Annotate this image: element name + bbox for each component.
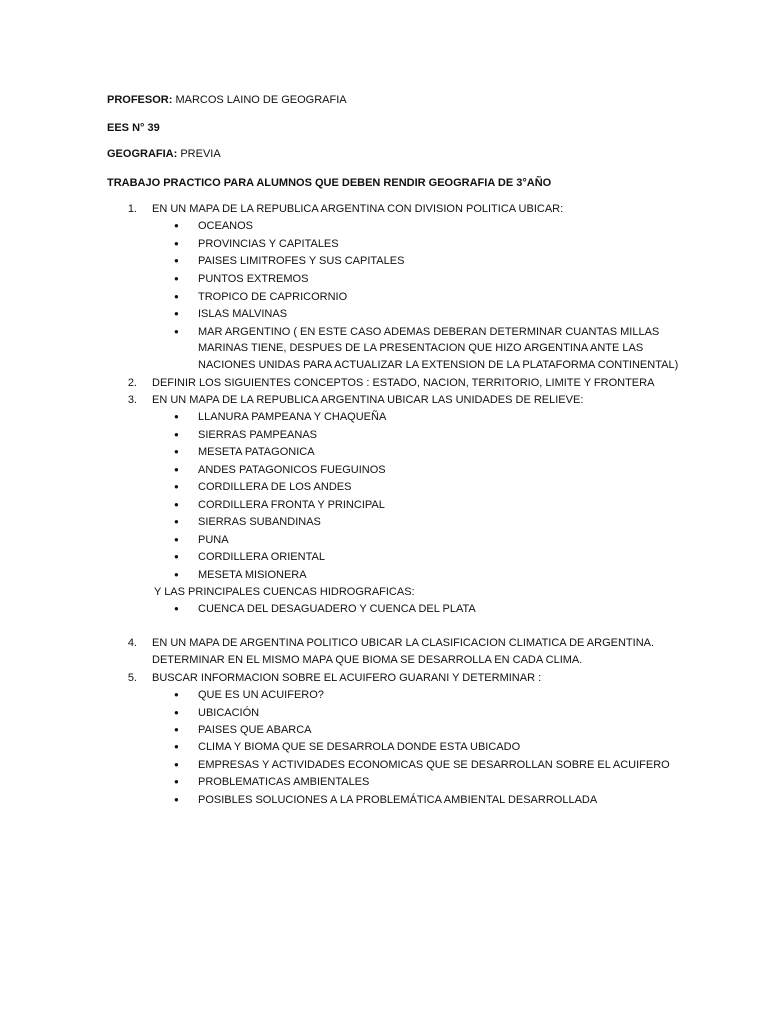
item-number: 5.: [127, 672, 137, 684]
list-item: CORDILLERA DE LOS ANDES: [198, 481, 352, 493]
item-text: EN UN MAPA DE LA REPUBLICA ARGENTINA UBICAR LAS UNIDADES DE RELIEVE:: [152, 394, 584, 406]
list-item: MAR ARGENTINO ( EN ESTE CASO ADEMAS DEBERAN DETERMINAR CUANTAS MILLAS: [198, 326, 660, 338]
list-item: UBICACIÓN: [198, 707, 260, 719]
list-item-continuation: MARINAS TIENE, DESPUES DE LA PRESENTACION QUE HIZO ARGENTINA ANTE LAS: [198, 342, 644, 354]
bullet-icon: ●: [174, 570, 179, 579]
bullet-icon: ●: [174, 604, 179, 613]
list-item: MESETA PATAGONICA: [198, 446, 315, 458]
list-item-continuation: NACIONES UNIDAS PARA ACTUALIZAR LA EXTENSION DE LA PLATAFORMA CONTINENTAL): [198, 359, 679, 371]
bullet-icon: ●: [174, 412, 179, 421]
profesor-line: [107, 93, 347, 107]
bullet-icon: ●: [174, 465, 179, 474]
item-text-continuation: DETERMINAR EN EL MISMO MAPA QUE BIOMA SE DESARROLLA EN CADA CLIMA.: [152, 654, 583, 666]
list-item: OCEANOS: [198, 220, 254, 232]
list-item: LLANURA PAMPEANA Y CHAQUEÑA: [198, 411, 387, 423]
bullet-icon: ●: [174, 239, 179, 248]
bullet-icon: ●: [174, 708, 179, 717]
list-item: EMPRESAS Y ACTIVIDADES ECONOMICAS QUE SE DESARROLLAN SOBRE EL ACUIFERO: [198, 759, 670, 771]
bullet-icon: ●: [174, 552, 179, 561]
list-item: PUNTOS EXTREMOS: [198, 273, 309, 285]
subject-value: PREVIA: [180, 148, 221, 160]
profesor-label: PROFESOR:: [107, 94, 173, 106]
profesor-value: MARCOS LAINO DE GEOGRAFIA: [175, 94, 347, 106]
list-item: TROPICO DE CAPRICORNIO: [198, 291, 348, 303]
list-item: PROVINCIAS Y CAPITALES: [198, 238, 339, 250]
bullet-icon: ●: [174, 760, 179, 769]
item-text: EN UN MAPA DE ARGENTINA POLITICO UBICAR LA CLASIFICACION CLIMATICA DE ARGENTINA.: [152, 637, 655, 649]
list-item: POSIBLES SOLUCIONES A LA PROBLEMÁTICA AMBIENTAL DESARROLLADA: [198, 794, 598, 806]
list-item: CORDILLERA FRONTA Y PRINCIPAL: [198, 499, 385, 511]
list-item: ANDES PATAGONICOS FUEGUINOS: [198, 464, 386, 476]
item-number: 1.: [127, 203, 137, 215]
bullet-icon: ●: [174, 795, 179, 804]
list-item: QUE ES UN ACUIFERO?: [198, 689, 324, 701]
item-number: 3.: [127, 394, 137, 406]
list-item: SIERRAS SUBANDINAS: [198, 516, 321, 528]
list-item: PUNA: [198, 534, 229, 546]
subject-label: GEOGRAFIA:: [107, 148, 178, 160]
bullet-icon: ●: [174, 500, 179, 509]
bullet-icon: ●: [174, 274, 179, 283]
school-name: EES N° 39: [107, 122, 160, 134]
bullet-icon: ●: [174, 517, 179, 526]
list-item: CUENCA DEL DESAGUADERO Y CUENCA DEL PLATA: [198, 603, 476, 615]
item-number: 2.: [127, 377, 137, 389]
bullet-icon: ●: [174, 292, 179, 301]
list-item: PROBLEMATICAS AMBIENTALES: [198, 776, 370, 788]
bullet-icon: ●: [174, 309, 179, 318]
list-item: MESETA MISIONERA: [198, 569, 307, 581]
bullet-icon: ●: [174, 690, 179, 699]
list-item: PAISES LIMITROFES Y SUS CAPITALES: [198, 255, 405, 267]
bullet-icon: ●: [174, 256, 179, 265]
list-item: SIERRAS PAMPEANAS: [198, 429, 317, 441]
subject-line: [107, 147, 221, 161]
item-text: EN UN MAPA DE LA REPUBLICA ARGENTINA CON DIVISION POLITICA UBICAR:: [152, 203, 564, 215]
bullet-icon: ●: [174, 725, 179, 734]
item-text: DEFINIR LOS SIGUIENTES CONCEPTOS : ESTADO, NACION, TERRITORIO, LIMITE Y FRONTERA: [152, 377, 655, 389]
bullet-icon: ●: [174, 777, 179, 786]
list-item: ISLAS MALVINAS: [198, 308, 288, 320]
bullet-icon: ●: [174, 535, 179, 544]
document-title: TRABAJO PRACTICO PARA ALUMNOS QUE DEBEN RENDIR GEOGRAFIA DE 3°AÑO: [107, 177, 552, 189]
item-text: BUSCAR INFORMACION SOBRE EL ACUIFERO GUARANI Y DETERMINAR :: [152, 672, 542, 684]
item-subtext: Y LAS PRINCIPALES CUENCAS HIDROGRAFICAS:: [154, 586, 415, 598]
bullet-icon: ●: [174, 430, 179, 439]
list-item: PAISES QUE ABARCA: [198, 724, 312, 736]
list-item: CORDILLERA ORIENTAL: [198, 551, 325, 563]
item-number: 4.: [127, 637, 137, 649]
list-item: CLIMA Y BIOMA QUE SE DESARROLA DONDE ESTA UBICADO: [198, 741, 521, 753]
bullet-icon: ●: [174, 221, 179, 230]
bullet-icon: ●: [174, 327, 179, 336]
bullet-icon: ●: [174, 742, 179, 751]
bullet-icon: ●: [174, 482, 179, 491]
bullet-icon: ●: [174, 447, 179, 456]
